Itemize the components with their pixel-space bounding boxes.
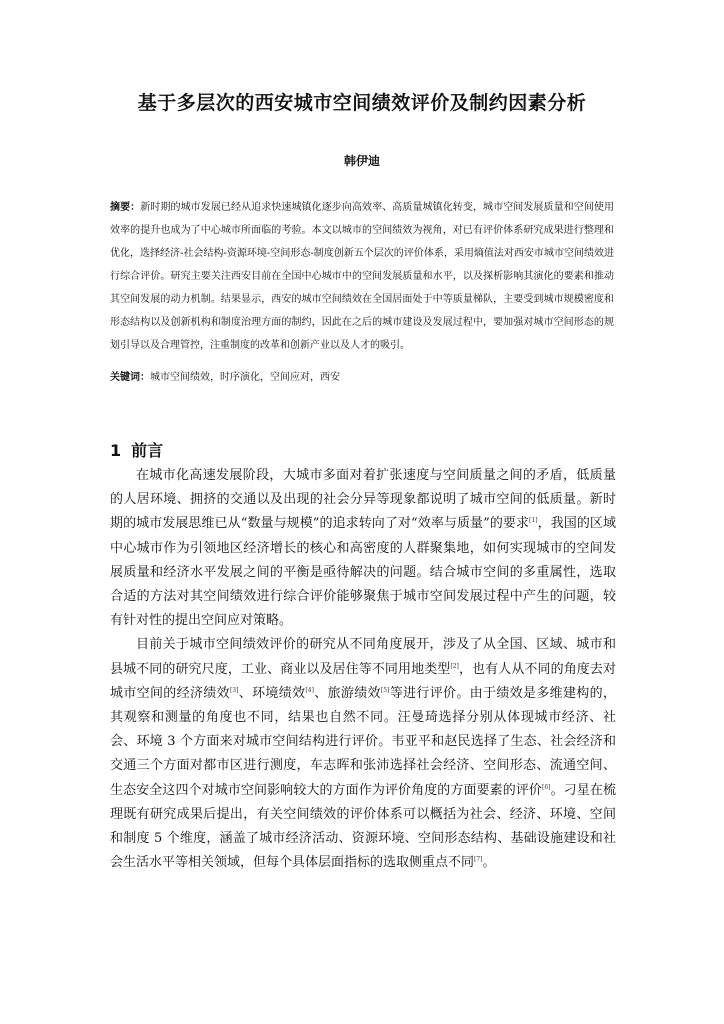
section-number: 1 [110,441,122,460]
paragraph-text: ，也有人从不同的角度去对城市空间的经济绩效 [110,661,616,701]
paragraph-text: 。 [482,855,496,871]
citation: [7] [474,856,483,864]
paper-author: 韩伊迪 [343,154,380,168]
paragraph [110,633,616,875]
abstract-text: 新时期的城市发展已经从追求快速城镇化逐步向高效率、高质量城镇化转变，城市空间发展质量和空间使用效率的提升也成为了中心城市所面临的考验。本文以城市的空间绩效为视角，对已有评价体系研究成果进行整理和优化，选择经济-社会结构-资源环境-空间形态-制度创新五个层次的评价体系，采用熵值法对西安市城市空间绩效进行综合评价。研究主要关注西安目前在全国中心城市中的空间发展质量和水平，以及探析影响其演化的要素和推动其空间发展的动力机制。结果显示，西安的城市空间绩效在全国居面处于中等质量梯队，主要受到城市规模密度和形态结构以及创新机构和制度治理方面的制约，因此在之后的城市建设及发展过程中，要加强对城市空间形态的规划引导以及合理管控，注重制度的改革和创新产业以及人才的吸引。 [110,202,615,351]
citation: [5] [380,686,390,694]
paragraph [110,464,616,633]
abstract [110,196,614,357]
citation: [2] [450,662,459,670]
paragraph-text: 、环境绩效 [238,685,306,701]
paragraph-text: 、旅游绩效 [313,685,381,701]
citation: [1] [529,517,538,525]
paragraph-text: ，我国的区域中心城市作为引领地区经济增长的核心和高密度的人群聚集地，如何实现城市的空间发展质量和经济水平发展之间的平衡是亟待解决的问题。结合城市空间的多重属性，选取合适的方法对其空间绩效进行综合评价能够聚焦于城市空间发展过程中产生的问题，较有针对性的提出空间应对策略。 [110,516,616,629]
paragraph-text: 等进行评价。由于绩效是多维建构的，其观察和测量的角度也不同，结果也自然不同。汪曼琦选择分别从体现城市经济、社会、环境 3 个方面来对城市空间结构进行评价。韦亚平和赵民选择了生态、社会经济和交通三个方面对都市区进行测度，车志晖和张沛选择社会经济、空间形态、流通空间、生态安全这四个对城市空间影响较大的方面作为评价角度的方面要素的评价 [110,685,616,798]
paragraph-text: 目前关于城市空间绩效评价的研究从不同角度展开，涉及了从全国、区域、城市和县城不同的研究尺度，工业、商业以及居住等不同用地类型 [110,637,616,677]
keywords-label: 关键词： [110,372,150,383]
section-title: 前言 [131,441,164,460]
keywords-text: 城市空间绩效，时序演化，空间应对，西安 [150,372,340,383]
abstract-label: 摘要： [110,202,141,213]
section-body [110,464,616,875]
citation: [6] [542,783,551,791]
citation: [4] [305,686,314,694]
paragraph-text: 在城市化高速发展阶段，大城市多面对着扩张速度与空间质量之间的矛盾，低质量的人居环境、拥挤的交通以及出现的社会分异等现象都说明了城市空间的低质量。新时期的城市发展思维已从“数量与规模”的追求转向了对“效率与质量”的要求 [110,468,616,532]
paragraph-text: 。刁星在梳理既有研究成果后提出，有关空间绩效的评价体系可以概括为社会、经济、环境、空间和制度 5 个维度，涵盖了城市经济活动、资源环境、空间形态结构、基础设施建设和社会生活水平等相关领域，但每个具体层面指标的选取侧重点不同 [110,782,616,871]
section-heading [110,438,163,461]
citation: [3] [229,686,239,694]
keywords [110,368,614,388]
paper-title: 基于多层次的西安城市空间绩效评价及制约因素分析 [137,92,587,114]
